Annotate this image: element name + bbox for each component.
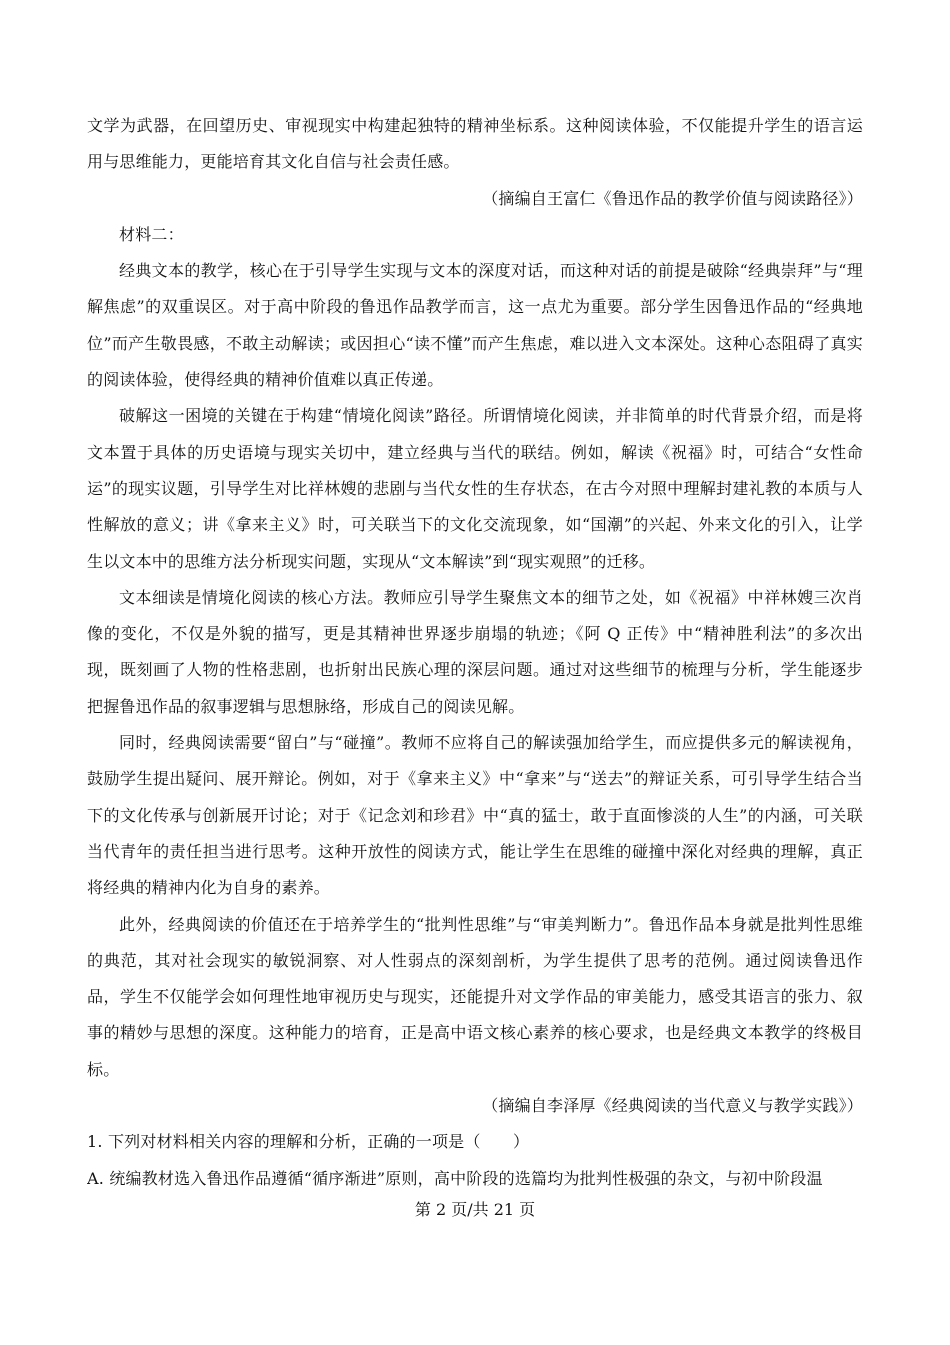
material-2-paragraph: 文本细读是情境化阅读的核心方法。教师应引导学生聚焦文本的细节之处，如《祝福》中祥林嫂三次肖像的变化，不仅是外貌的描写，更是其精神世界逐步崩塌的轨迹；《阿 Q 正传》中“精神胜利法”的多次出现，既刻画了人物的性格悲剧，也折射出民族心理的深层问题。通过对这些细节的梳理与分析，学生能逐步把握鲁迅作品的叙事逻辑与思想脉络，形成自己的阅读见解。 (87, 587, 863, 716)
question-1-stem: 1. 下列对材料相关内容的理解和分析，正确的一项是（ ） (87, 1132, 530, 1152)
document-page (87, 108, 863, 1197)
material-2-heading: 材料二： (119, 224, 184, 244)
question-1-option-a: A. 统编教材选入鲁迅作品遵循“循序渐进”原则，高中阶段的选篇均为批判性极强的杂文，与初中阶段温 (87, 1168, 823, 1188)
material-2-paragraph: 经典文本的教学，核心在于引导学生实现与文本的深度对话，而这种对话的前提是破除“经典崇拜”与“理解焦虑”的双重误区。对于高中阶段的鲁迅作品教学而言，这一点尤为重要。部分学生因鲁迅作品的“经典地位”而产生敬畏感，不敢主动解读；或因担心“读不懂”而产生焦虑，难以进入文本深处。这种心态阻碍了真实的阅读体验，使得经典的精神价值难以真正传递。 (87, 261, 863, 390)
material-2-paragraph: 此外，经典阅读的价值还在于培养学生的“批判性思维”与“审美判断力”。鲁迅作品本身就是批判性思维的典范，其对社会现实的敏锐洞察、对人性弱点的深刻剖析，为学生提供了思考的范例。通过阅读鲁迅作品，学生不仅能学会如何理性地审视历史与现实，还能提升对文学作品的审美能力，感受其语言的张力、叙事的精妙与思想的深度。这种能力的培育，正是高中语文核心素养的核心要求，也是经典文本教学的终极目标。 (87, 914, 863, 1079)
material-2-paragraph: 破解这一困境的关键在于构建“情境化阅读”路径。所谓情境化阅读，并非简单的时代背景介绍，而是将文本置于具体的历史语境与现实关切中，建立经典与当代的联结。例如，解读《祝福》时，可结合“女性命运”的现实议题，引导学生对比祥林嫂的悲剧与当代女性的生存状态，在古今对照中理解封建礼教的本质与人性解放的意义；讲《拿来主义》时，可关联当下的文化交流现象，如“国潮”的兴起、外来文化的引入，让学生以文本中的思维方法分析现实问题，实现从“文本解读”到“现实观照”的迁移。 (87, 406, 863, 571)
material-2-paragraph: 同时，经典阅读需要“留白”与“碰撞”。教师不应将自己的解读强加给学生，而应提供多元的解读视角，鼓励学生提出疑问、展开辩论。例如，对于《拿来主义》中“拿来”与“送去”的辩证关系，可引导学生结合当下的文化传承与创新展开讨论；对于《记念刘和珍君》中“真的猛士，敢于直面惨淡的人生”的内涵，可关联当代青年的责任担当进行思考。这种开放性的阅读方式，能让学生在思维的碰撞中深化对经典的理解，真正将经典的精神内化为自身的素养。 (87, 733, 863, 898)
page-footer: 第 2 页/共 21 页 (414, 1200, 536, 1219)
source-citation-1: （摘编自王富仁《鲁迅作品的教学价值与阅读路径》） (482, 188, 863, 208)
source-citation-2: （摘编自李泽厚《经典阅读的当代意义与教学实践》） (482, 1096, 863, 1116)
continuation-paragraph: 文学为武器，在回望历史、审视现实中构建起独特的精神坐标系。这种阅读体验，不仅能提升学生的语言运用与思维能力，更能培育其文化自信与社会责任感。 (87, 116, 863, 172)
